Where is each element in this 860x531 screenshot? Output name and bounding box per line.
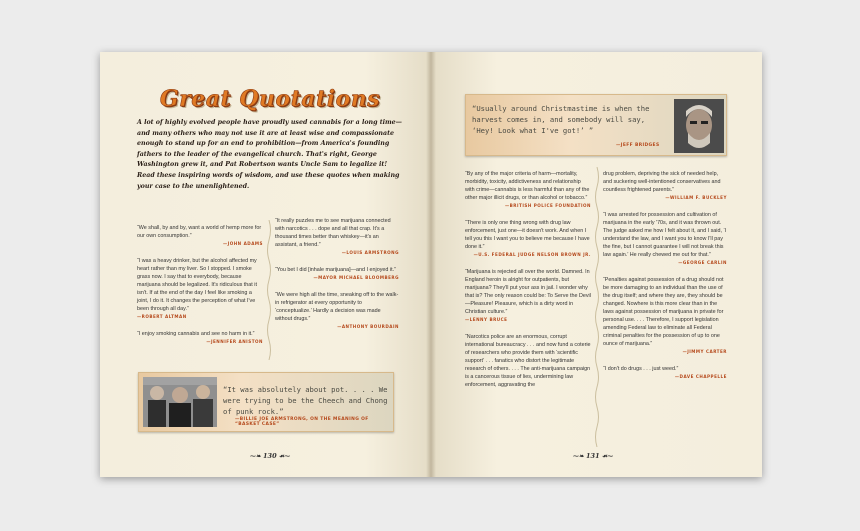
- quote-attribution: —U.S. FEDERAL JUDGE NELSON BROWN JR.: [473, 253, 591, 258]
- quote-text: “I enjoy smoking cannabis and see no harm in it.”: [137, 331, 255, 337]
- banner-quote-text: “Usually around Christmastime is when the harvest comes in, and somebody will say, ‘Hey! Look what I've got!’ ”: [472, 104, 650, 135]
- book-gutter: [426, 52, 436, 477]
- column-divider: [593, 167, 601, 447]
- page-number: [563, 452, 623, 460]
- quote-block: [275, 217, 399, 258]
- quote-attribution: —WILLIAM F. BUCKLEY: [665, 196, 727, 201]
- quote-block: [275, 266, 399, 283]
- quote-attribution: —LOUIS ARMSTRONG: [341, 251, 399, 256]
- right-column-2: [603, 170, 727, 390]
- portrait-photo: [674, 99, 724, 153]
- left-page: [100, 52, 431, 477]
- quote-text: “Narcotics police are an enormous, corrupt international bureaucracy . . . and now fund a coterie of researchers who provide them with ‘scientific support’ . . . fanatics who distort the legitimate research of others. . . . The anti-marijuana campaign is a cancerous tissue of lies, undermining law enforcement, aggravating the: [465, 334, 591, 388]
- page-number: [240, 452, 300, 460]
- quote-attribution: —ANTHONY BOURDAIN: [337, 325, 399, 330]
- quote-attribution: —JOHN ADAMS: [223, 242, 263, 247]
- open-book: [100, 52, 762, 477]
- column-divider: [265, 220, 273, 360]
- band-photo: [143, 377, 217, 427]
- page-title: Great Quotations: [159, 86, 381, 112]
- quote-block: [603, 276, 727, 357]
- quote-block: [137, 257, 263, 322]
- quote-text: “You bet I did [inhale marijuana]—and I enjoyed it.”: [275, 267, 396, 273]
- page-number-value: 131: [586, 452, 600, 460]
- jeff-bridges-quote-banner: [465, 94, 727, 156]
- intro-paragraph: A lot of highly evolved people have proudly used cannabis for a long time—and many others who may not use it are at least wise and compassionate enough to stand up for an end to prohibition—from America's founding fathers to the leader of the evangelical church. That's right, George Washington grew it, and Pat Robertson wants Uncle Sam to legalize it! Read these inspiring words of wisdom, and use these quotes when making your case to the unenlightened.: [137, 119, 402, 190]
- banner-quote-text: “It was absolutely about pot. . . . We were trying to be the Cheech and Chong of punk rock.”: [223, 385, 388, 416]
- quote-text: “We were high all the time, sneaking off to the walk-in refrigerator at every opportunity to ‘conceptualize.’ Hardly a decision was made without drugs.”: [275, 292, 399, 322]
- left-column-1: [137, 224, 263, 355]
- quote-text: “It really puzzles me to see marijuana connected with narcotics . . . dope and all that crap. It's a thousand times better than whiskey—it's an assistant, a friend.”: [275, 218, 391, 248]
- quote-attribution: —JIMMY CARTER: [682, 350, 727, 355]
- quote-text: “I was a heavy drinker, but the alcohol affected my heart rather than my liver. So I stopped. I smoke grass now. I say that to everybody, because marijuana should be legalized. It's ridiculous that it isn't. If at the end of the day I feel like smoking a joint, I do it. It changes the perception of what I've been through all day.”: [137, 258, 257, 312]
- portrait-photo-icon: [674, 99, 724, 153]
- quote-text: drug problem, depriving the sick of needed help, and suckering well-intentioned conservatives and countless frightened parents.”: [603, 171, 721, 193]
- quote-block: [275, 291, 399, 332]
- quote-block: [137, 330, 263, 347]
- left-column-2: [275, 217, 399, 340]
- quote-block: [465, 333, 591, 389]
- quote-text: “Penalties against possession of a drug should not be more damaging to an individual than the use of the drug itself; and where they are, they should be changed. Nowhere is this more clear than in the laws against possession of marijuana in private for personal use. . . . Therefore, I support legislation amending Federal law to eliminate all Federal criminal penalties for the possession of up to one ounce of marijuana.”: [603, 277, 724, 347]
- quote-attribution: —MAYOR MICHAEL BLOOMBERG: [313, 276, 399, 281]
- quote-attribution: —BRITISH POLICE FOUNDATION: [505, 204, 591, 209]
- quote-block: [137, 224, 263, 249]
- ornament-left-icon: ⁓❧: [249, 453, 264, 460]
- quote-block: [465, 170, 591, 211]
- quote-attribution: —ROBERT ALTMAN: [137, 315, 187, 320]
- quote-text: “By any of the major criteria of harm—mortality, morbidity, toxicity, addictiveness and relationship with crime—cannabis is less harmful than any of the other major illicit drugs, or than alcohol or tobacco.”: [465, 171, 590, 201]
- band-photo-icon: [143, 377, 217, 427]
- right-page: [431, 52, 762, 477]
- quote-block: [603, 211, 727, 268]
- quote-block: [465, 219, 591, 260]
- quote-attribution: —DAVE CHAPPELLE: [674, 375, 727, 380]
- quote-block: [603, 365, 727, 382]
- ornament-left-icon: ⁓❧: [572, 453, 587, 460]
- quote-block: [465, 268, 591, 325]
- banner-attribution: —JEFF BRIDGES: [616, 143, 660, 148]
- right-column-1: [465, 170, 591, 397]
- banner-attribution: —BILLIE JOE ARMSTRONG, ON THE MEANING OF “BASKET CASE”: [235, 417, 369, 427]
- quote-attribution: —LENNY BRUCE: [465, 318, 508, 323]
- quote-attribution: —JENNIFER ANISTON: [206, 340, 263, 345]
- green-day-quote-banner: [138, 372, 394, 432]
- quote-text: “There is only one thing wrong with drug law enforcement, just one—it doesn't work. And when I tell you this I want you to believe me because I have done it.”: [465, 220, 590, 250]
- quote-block: [603, 170, 727, 203]
- quote-attribution: —GEORGE CARLIN: [678, 261, 727, 266]
- quote-text: “I don't do drugs . . . just weed.”: [603, 366, 679, 372]
- quote-text: “We shall, by and by, want a world of hemp more for our own consumption.”: [137, 225, 262, 239]
- page-number-value: 130: [263, 452, 277, 460]
- ornament-right-icon: ☙⁓: [276, 453, 291, 460]
- quote-text: “I was arrested for possession and cultivation of marijuana in the early '70s, and it was thrown out. The judge asked me how I felt about it, and I said, ‘I understand the law, and I want you to know I'll pay the fine, but I cannot guarantee I will not break this law again.’ He really chewed me out for that.”: [603, 212, 727, 258]
- quote-text: “Marijuana is rejected all over the world. Damned. In England heroin is alright for outpatients, but marijuana? They'll put your ass in jail. I wonder why that is? The only reason could be: To Serve the Devil—Pleasure! Pleasure, which is a dirty word in Christian culture.”: [465, 269, 591, 315]
- ornament-right-icon: ☙⁓: [599, 453, 614, 460]
